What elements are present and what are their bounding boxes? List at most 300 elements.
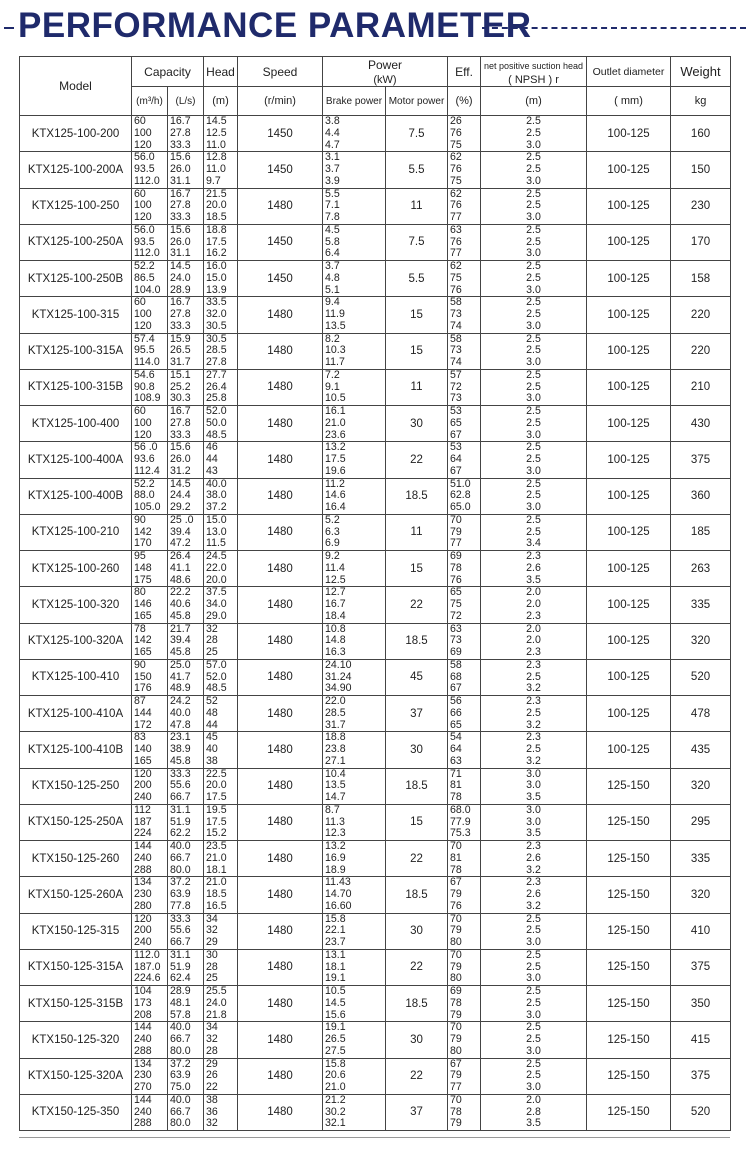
head-cell	[204, 768, 238, 804]
capacity-ls-cell-value: 24.0	[170, 271, 191, 284]
npsh-cell	[481, 877, 587, 913]
eff-cell-value: 62	[450, 187, 462, 200]
head-cell-value: 16.5	[206, 899, 227, 912]
header-divider-left	[4, 27, 14, 29]
brake-power-cell-value: 10.3	[325, 344, 346, 357]
capacity-ls-cell-value: 62.2	[170, 827, 191, 840]
npsh-cell-value: 2.5	[526, 332, 541, 345]
capacity-ls-cell-value: 16.7	[170, 115, 191, 127]
brake-power-cell-value: 11.3	[325, 815, 345, 828]
npsh-cell-value: 3.2	[526, 899, 541, 912]
eff-cell	[448, 659, 481, 695]
capacity-m3h-cell-value: 120	[134, 138, 152, 151]
capacity-m3h-cell-value: 240	[134, 936, 152, 948]
brake-power-cell-value: 23.7	[325, 936, 346, 948]
header-power	[323, 57, 448, 87]
head-cell-value: 19.5	[206, 803, 227, 816]
head-cell-value: 20.0	[206, 779, 227, 792]
npsh-cell-value: 2.5	[526, 223, 541, 236]
capacity-m3h-cell-value: 270	[134, 1081, 152, 1093]
table-row	[20, 696, 731, 732]
head-cell	[204, 1058, 238, 1094]
capacity-m3h-cell-value: 112	[134, 803, 151, 816]
capacity-m3h-cell-value: 112.0	[134, 948, 160, 961]
eff-cell-value: 69	[450, 550, 462, 562]
capacity-m3h-cell	[132, 152, 168, 188]
eff-cell	[448, 188, 481, 224]
head-cell-value: 27.8	[206, 356, 227, 368]
capacity-ls-cell-value: 39.4	[170, 525, 191, 538]
npsh-cell-value: 3.0	[526, 356, 541, 368]
capacity-ls-cell-value: 26.5	[170, 344, 191, 357]
capacity-ls-cell	[168, 261, 204, 297]
eff-cell-value: 78	[450, 561, 462, 574]
eff-cell-value: 58	[450, 296, 462, 309]
head-cell	[204, 841, 238, 877]
eff-cell-value: 74	[450, 319, 462, 332]
eff-cell	[448, 478, 481, 514]
speed-cell: 1480	[238, 804, 323, 840]
motor-power-cell: 22	[386, 587, 448, 623]
capacity-ls-cell-value: 25.2	[170, 380, 191, 393]
head-cell-value: 52.0	[206, 670, 227, 683]
capacity-m3h-cell-value: 170	[134, 537, 152, 550]
brake-power-cell	[323, 224, 386, 260]
capacity-m3h-cell-value: 224.6	[134, 972, 161, 985]
brake-power-cell-value: 8.2	[325, 332, 340, 345]
npsh-cell-value: 2.5	[526, 296, 541, 309]
head-cell-value: 48.5	[206, 428, 227, 441]
npsh-cell	[481, 587, 587, 623]
npsh-cell-value: 2.5	[526, 163, 541, 175]
npsh-cell-value: 2.5	[526, 405, 541, 417]
head-cell-value: 13.9	[206, 283, 227, 296]
eff-cell	[448, 804, 481, 840]
brake-power-cell-value: 27.1	[325, 754, 346, 767]
capacity-m3h-cell-value: 104	[134, 985, 152, 997]
brake-power-cell-value: 5.5	[325, 187, 340, 200]
capacity-m3h-cell-value: 150	[134, 670, 152, 683]
weight-cell: 375	[671, 442, 731, 478]
model-cell: KTX125-100-315A	[20, 333, 132, 369]
table-row	[20, 116, 731, 152]
brake-power-cell-value: 21.2	[325, 1093, 346, 1106]
head-cell-value: 25.8	[206, 392, 227, 405]
eff-cell-value: 76	[450, 235, 462, 248]
npsh-cell-value: 2.5	[526, 441, 541, 454]
eff-cell-value: 77	[450, 537, 462, 550]
table-row	[20, 188, 731, 224]
eff-cell-value: 65	[450, 416, 462, 429]
capacity-ls-cell-value: 25 .0	[170, 513, 194, 526]
npsh-cell	[481, 1058, 587, 1094]
head-cell-value: 21.5	[206, 187, 227, 200]
head-cell-value: 32	[206, 1033, 218, 1045]
model-cell: KTX150-125-250	[20, 768, 132, 804]
capacity-m3h-cell-value: 60	[134, 187, 146, 200]
header-outlet: Outlet diameter	[587, 57, 671, 87]
eff-cell-value: 75	[450, 138, 462, 151]
unit-m3h: (m³/h)	[132, 87, 168, 116]
eff-cell-value: 78	[450, 863, 462, 876]
unit-speed: (r/min)	[238, 87, 323, 116]
npsh-cell-value: 2.0	[526, 598, 541, 610]
table-row	[20, 261, 731, 297]
eff-cell-value: 75	[450, 174, 462, 187]
eff-cell-value: 73	[450, 308, 462, 320]
eff-cell-value: 62.8	[450, 489, 471, 502]
motor-power-cell: 5.5	[386, 261, 448, 297]
head-cell-value: 33.5	[206, 296, 227, 309]
outlet-diameter-cell: 125-150	[587, 1094, 671, 1130]
brake-power-cell-value: 4.4	[325, 126, 340, 139]
capacity-m3h-cell-value: 280	[134, 899, 152, 912]
speed-cell: 1480	[238, 514, 323, 550]
capacity-m3h-cell-value: 146	[134, 598, 152, 610]
head-cell-value: 32	[206, 622, 218, 635]
capacity-ls-cell-value: 40.6	[170, 598, 191, 610]
head-cell	[204, 514, 238, 550]
model-cell: KTX125-100-250A	[20, 224, 132, 260]
table-row	[20, 732, 731, 768]
capacity-ls-cell-value: 80.0	[170, 1117, 191, 1130]
head-cell-value: 48.5	[206, 682, 227, 695]
weight-cell: 263	[671, 551, 731, 587]
capacity-ls-cell-value: 40.0	[170, 840, 191, 852]
head-cell-value: 11.0	[206, 163, 226, 175]
head-cell-value: 25	[206, 972, 218, 985]
eff-cell-value: 76	[450, 199, 462, 212]
capacity-m3h-cell-value: 52.2	[134, 260, 155, 272]
footer-rule	[19, 1137, 730, 1138]
head-cell-value: 45	[206, 731, 218, 744]
capacity-ls-cell	[168, 913, 204, 949]
capacity-ls-cell	[168, 623, 204, 659]
capacity-ls-cell-value: 33.3	[170, 319, 191, 332]
brake-power-cell-value: 16.1	[325, 405, 346, 417]
capacity-ls-cell-value: 57.8	[170, 1008, 191, 1021]
brake-power-cell-value: 21.0	[325, 1081, 346, 1093]
brake-power-cell	[323, 949, 386, 985]
brake-power-cell	[323, 1022, 386, 1058]
capacity-ls-cell	[168, 442, 204, 478]
eff-cell-value: 68.0	[450, 803, 471, 816]
head-cell-value: 38.0	[206, 489, 227, 502]
head-cell-value: 43	[206, 464, 218, 477]
npsh-cell-value: 3.0	[526, 464, 541, 477]
outlet-diameter-cell: 125-150	[587, 1058, 671, 1094]
table-row	[20, 514, 731, 550]
speed-cell: 1480	[238, 442, 323, 478]
head-cell-value: 52	[206, 695, 218, 707]
header-motor-power: Motor power	[386, 87, 448, 116]
brake-power-cell	[323, 913, 386, 949]
capacity-m3h-cell-value: 90.8	[134, 380, 155, 393]
weight-cell: 158	[671, 261, 731, 297]
model-cell: KTX125-100-410A	[20, 696, 132, 732]
motor-power-cell: 18.5	[386, 623, 448, 659]
head-cell-value: 15.0	[206, 271, 227, 284]
motor-power-cell: 18.5	[386, 877, 448, 913]
table-row	[20, 804, 731, 840]
speed-cell: 1480	[238, 949, 323, 985]
head-cell-value: 32.0	[206, 308, 227, 320]
npsh-cell-value: 2.5	[526, 1033, 541, 1045]
capacity-ls-cell-value: 66.7	[170, 791, 191, 803]
brake-power-cell	[323, 514, 386, 550]
brake-power-cell	[323, 623, 386, 659]
brake-power-cell-value: 18.4	[325, 609, 346, 622]
speed-cell: 1480	[238, 587, 323, 623]
capacity-m3h-cell	[132, 732, 168, 768]
brake-power-cell	[323, 478, 386, 514]
capacity-ls-cell	[168, 333, 204, 369]
motor-power-cell: 37	[386, 1094, 448, 1130]
brake-power-cell-value: 11.2	[325, 477, 345, 490]
weight-cell: 230	[671, 188, 731, 224]
head-cell	[204, 949, 238, 985]
motor-power-cell: 11	[386, 514, 448, 550]
brake-power-cell-value: 24.10	[325, 658, 352, 671]
table-row	[20, 297, 731, 333]
head-cell	[204, 587, 238, 623]
eff-cell-value: 65.0	[450, 501, 471, 513]
capacity-m3h-cell-value: 108.9	[134, 392, 161, 405]
npsh-cell-value: 3.0	[526, 392, 541, 405]
head-cell-value: 34.0	[206, 598, 227, 610]
speed-cell: 1480	[238, 877, 323, 913]
capacity-m3h-cell-value: 176	[134, 682, 152, 695]
capacity-m3h-cell	[132, 913, 168, 949]
model-cell: KTX150-125-320	[20, 1022, 132, 1058]
eff-cell-value: 79	[450, 888, 462, 900]
capacity-m3h-cell-value: 134	[134, 876, 152, 889]
eff-cell-value: 79	[450, 1117, 462, 1130]
eff-cell-value: 63	[450, 754, 462, 767]
head-cell	[204, 877, 238, 913]
model-cell: KTX125-100-320	[20, 587, 132, 623]
eff-cell-value: 75	[450, 598, 462, 610]
head-cell-value: 26	[206, 1069, 218, 1082]
eff-cell	[448, 333, 481, 369]
weight-cell: 520	[671, 659, 731, 695]
brake-power-cell	[323, 804, 386, 840]
capacity-ls-cell-value: 26.0	[170, 453, 191, 465]
header-divider-right	[482, 27, 746, 29]
table-row	[20, 949, 731, 985]
capacity-m3h-cell	[132, 297, 168, 333]
npsh-cell-value: 2.5	[526, 115, 541, 127]
motor-power-cell: 15	[386, 333, 448, 369]
eff-cell-value: 70	[450, 1093, 462, 1106]
capacity-m3h-cell-value: 224	[134, 827, 152, 840]
brake-power-cell-value: 22.0	[325, 695, 346, 707]
eff-cell-value: 79	[450, 1008, 462, 1021]
brake-power-cell-value: 30.2	[325, 1105, 346, 1118]
table-row	[20, 406, 731, 442]
eff-cell-value: 53	[450, 441, 462, 454]
head-cell-value: 17.5	[206, 235, 227, 248]
head-cell-value: 29	[206, 936, 218, 948]
motor-power-cell: 22	[386, 442, 448, 478]
brake-power-cell-value: 5.2	[325, 513, 340, 526]
eff-cell	[448, 1094, 481, 1130]
npsh-cell-value: 2.3	[526, 550, 541, 562]
table-row	[20, 841, 731, 877]
header-npsh-sub: ( NPSH ) r	[508, 73, 559, 86]
model-cell: KTX150-125-315A	[20, 949, 132, 985]
table-row	[20, 768, 731, 804]
head-cell-value: 22	[206, 1081, 218, 1093]
brake-power-cell-value: 14.70	[325, 888, 352, 900]
eff-cell	[448, 116, 481, 152]
brake-power-cell-value: 6.4	[325, 247, 340, 260]
capacity-m3h-cell-value: 165	[134, 609, 152, 622]
brake-power-cell-value: 11.4	[325, 561, 345, 574]
outlet-diameter-cell: 100-125	[587, 514, 671, 550]
weight-cell: 335	[671, 587, 731, 623]
brake-power-cell-value: 5.8	[325, 235, 340, 248]
model-cell: KTX150-125-250A	[20, 804, 132, 840]
capacity-ls-cell	[168, 732, 204, 768]
brake-power-cell	[323, 732, 386, 768]
performance-table	[19, 56, 731, 1131]
brake-power-cell-value: 13.5	[325, 319, 346, 332]
head-cell-value: 24.5	[206, 550, 227, 562]
outlet-diameter-cell: 100-125	[587, 188, 671, 224]
weight-cell: 185	[671, 514, 731, 550]
head-cell-value: 15.2	[206, 827, 227, 840]
outlet-diameter-cell: 125-150	[587, 841, 671, 877]
motor-power-cell: 15	[386, 804, 448, 840]
brake-power-cell-value: 34.90	[325, 682, 352, 695]
npsh-cell-value: 2.5	[526, 416, 541, 429]
head-cell-value: 29.0	[206, 609, 227, 622]
npsh-cell-value: 3.5	[526, 827, 541, 840]
capacity-ls-cell-value: 77.8	[170, 899, 191, 912]
capacity-ls-cell-value: 33.3	[170, 138, 191, 151]
capacity-ls-cell-value: 15.1	[170, 368, 191, 381]
eff-cell	[448, 152, 481, 188]
model-cell: KTX150-125-350	[20, 1094, 132, 1130]
table-row	[20, 877, 731, 913]
capacity-ls-cell-value: 16.7	[170, 296, 191, 309]
eff-cell-value: 26	[450, 115, 462, 127]
weight-cell: 220	[671, 297, 731, 333]
npsh-cell-value: 3.0	[526, 803, 541, 816]
motor-power-cell: 11	[386, 369, 448, 405]
eff-cell	[448, 587, 481, 623]
npsh-cell	[481, 1022, 587, 1058]
eff-cell-value: 76	[450, 899, 462, 912]
head-cell-value: 38	[206, 754, 218, 767]
outlet-diameter-cell: 100-125	[587, 696, 671, 732]
brake-power-cell	[323, 696, 386, 732]
capacity-ls-cell	[168, 986, 204, 1022]
model-cell: KTX125-100-200A	[20, 152, 132, 188]
capacity-ls-cell-value: 15.6	[170, 151, 191, 164]
capacity-m3h-cell-value: 86.5	[134, 271, 155, 284]
npsh-cell	[481, 913, 587, 949]
brake-power-cell	[323, 768, 386, 804]
capacity-m3h-cell-value: 93.5	[134, 235, 155, 248]
capacity-ls-cell-value: 21.7	[170, 622, 191, 635]
head-cell	[204, 986, 238, 1022]
capacity-ls-cell-value: 15.6	[170, 441, 191, 454]
speed-cell: 1480	[238, 1022, 323, 1058]
npsh-cell-value: 2.3	[526, 876, 541, 889]
capacity-m3h-cell-value: 57.4	[134, 332, 155, 345]
capacity-ls-cell-value: 37.2	[170, 1057, 191, 1070]
head-cell-value: 21.0	[206, 851, 227, 864]
capacity-m3h-cell-value: 52.2	[134, 477, 155, 490]
weight-cell: 435	[671, 732, 731, 768]
capacity-m3h-cell-value: 60	[134, 115, 146, 127]
capacity-m3h-cell-value: 187.0	[134, 960, 161, 973]
capacity-ls-cell	[168, 514, 204, 550]
capacity-ls-cell-value: 41.7	[170, 670, 191, 683]
capacity-m3h-cell-value: 288	[134, 1044, 152, 1057]
brake-power-cell-value: 4.5	[325, 223, 340, 236]
npsh-cell	[481, 551, 587, 587]
eff-cell-value: 76	[450, 573, 462, 586]
capacity-m3h-cell-value: 120	[134, 211, 152, 223]
header-head: Head	[204, 57, 238, 87]
npsh-cell-value: 3.5	[526, 1117, 541, 1130]
brake-power-cell-value: 26.5	[325, 1033, 346, 1045]
eff-cell-value: 51.0	[450, 477, 471, 490]
brake-power-cell-value: 9.4	[325, 296, 340, 309]
brake-power-cell-value: 16.7	[325, 598, 346, 610]
motor-power-cell: 18.5	[386, 478, 448, 514]
outlet-diameter-cell: 100-125	[587, 297, 671, 333]
capacity-ls-cell-value: 48.9	[170, 682, 191, 695]
capacity-m3h-cell	[132, 841, 168, 877]
speed-cell: 1480	[238, 623, 323, 659]
capacity-ls-cell-value: 47.2	[170, 537, 191, 550]
capacity-m3h-cell	[132, 188, 168, 224]
head-cell-value: 38	[206, 1093, 218, 1106]
eff-cell-value: 64	[450, 743, 462, 755]
head-cell-value: 16.0	[206, 260, 227, 272]
npsh-cell	[481, 696, 587, 732]
npsh-cell	[481, 659, 587, 695]
npsh-cell-value: 2.0	[526, 634, 541, 647]
motor-power-cell: 22	[386, 841, 448, 877]
capacity-m3h-cell	[132, 551, 168, 587]
model-cell: KTX150-125-320A	[20, 1058, 132, 1094]
capacity-ls-cell-value: 80.0	[170, 1044, 191, 1057]
npsh-cell-value: 3.0	[526, 247, 541, 260]
brake-power-cell	[323, 297, 386, 333]
eff-cell	[448, 1022, 481, 1058]
npsh-cell-value: 2.3	[526, 646, 541, 658]
capacity-m3h-cell-value: 80	[134, 586, 146, 599]
capacity-m3h-cell-value: 88.0	[134, 489, 155, 502]
outlet-diameter-cell: 125-150	[587, 913, 671, 949]
capacity-ls-cell-value: 31.1	[170, 174, 191, 187]
npsh-cell	[481, 188, 587, 224]
brake-power-cell	[323, 986, 386, 1022]
npsh-cell-value: 3.0	[526, 319, 541, 332]
head-cell-value: 25.5	[206, 985, 227, 997]
eff-cell-value: 70	[450, 912, 462, 925]
capacity-ls-cell-value: 66.7	[170, 1033, 191, 1045]
eff-cell	[448, 913, 481, 949]
capacity-m3h-cell-value: 172	[134, 718, 152, 731]
brake-power-cell-value: 23.8	[325, 743, 346, 755]
brake-power-cell-value: 13.2	[325, 441, 346, 454]
